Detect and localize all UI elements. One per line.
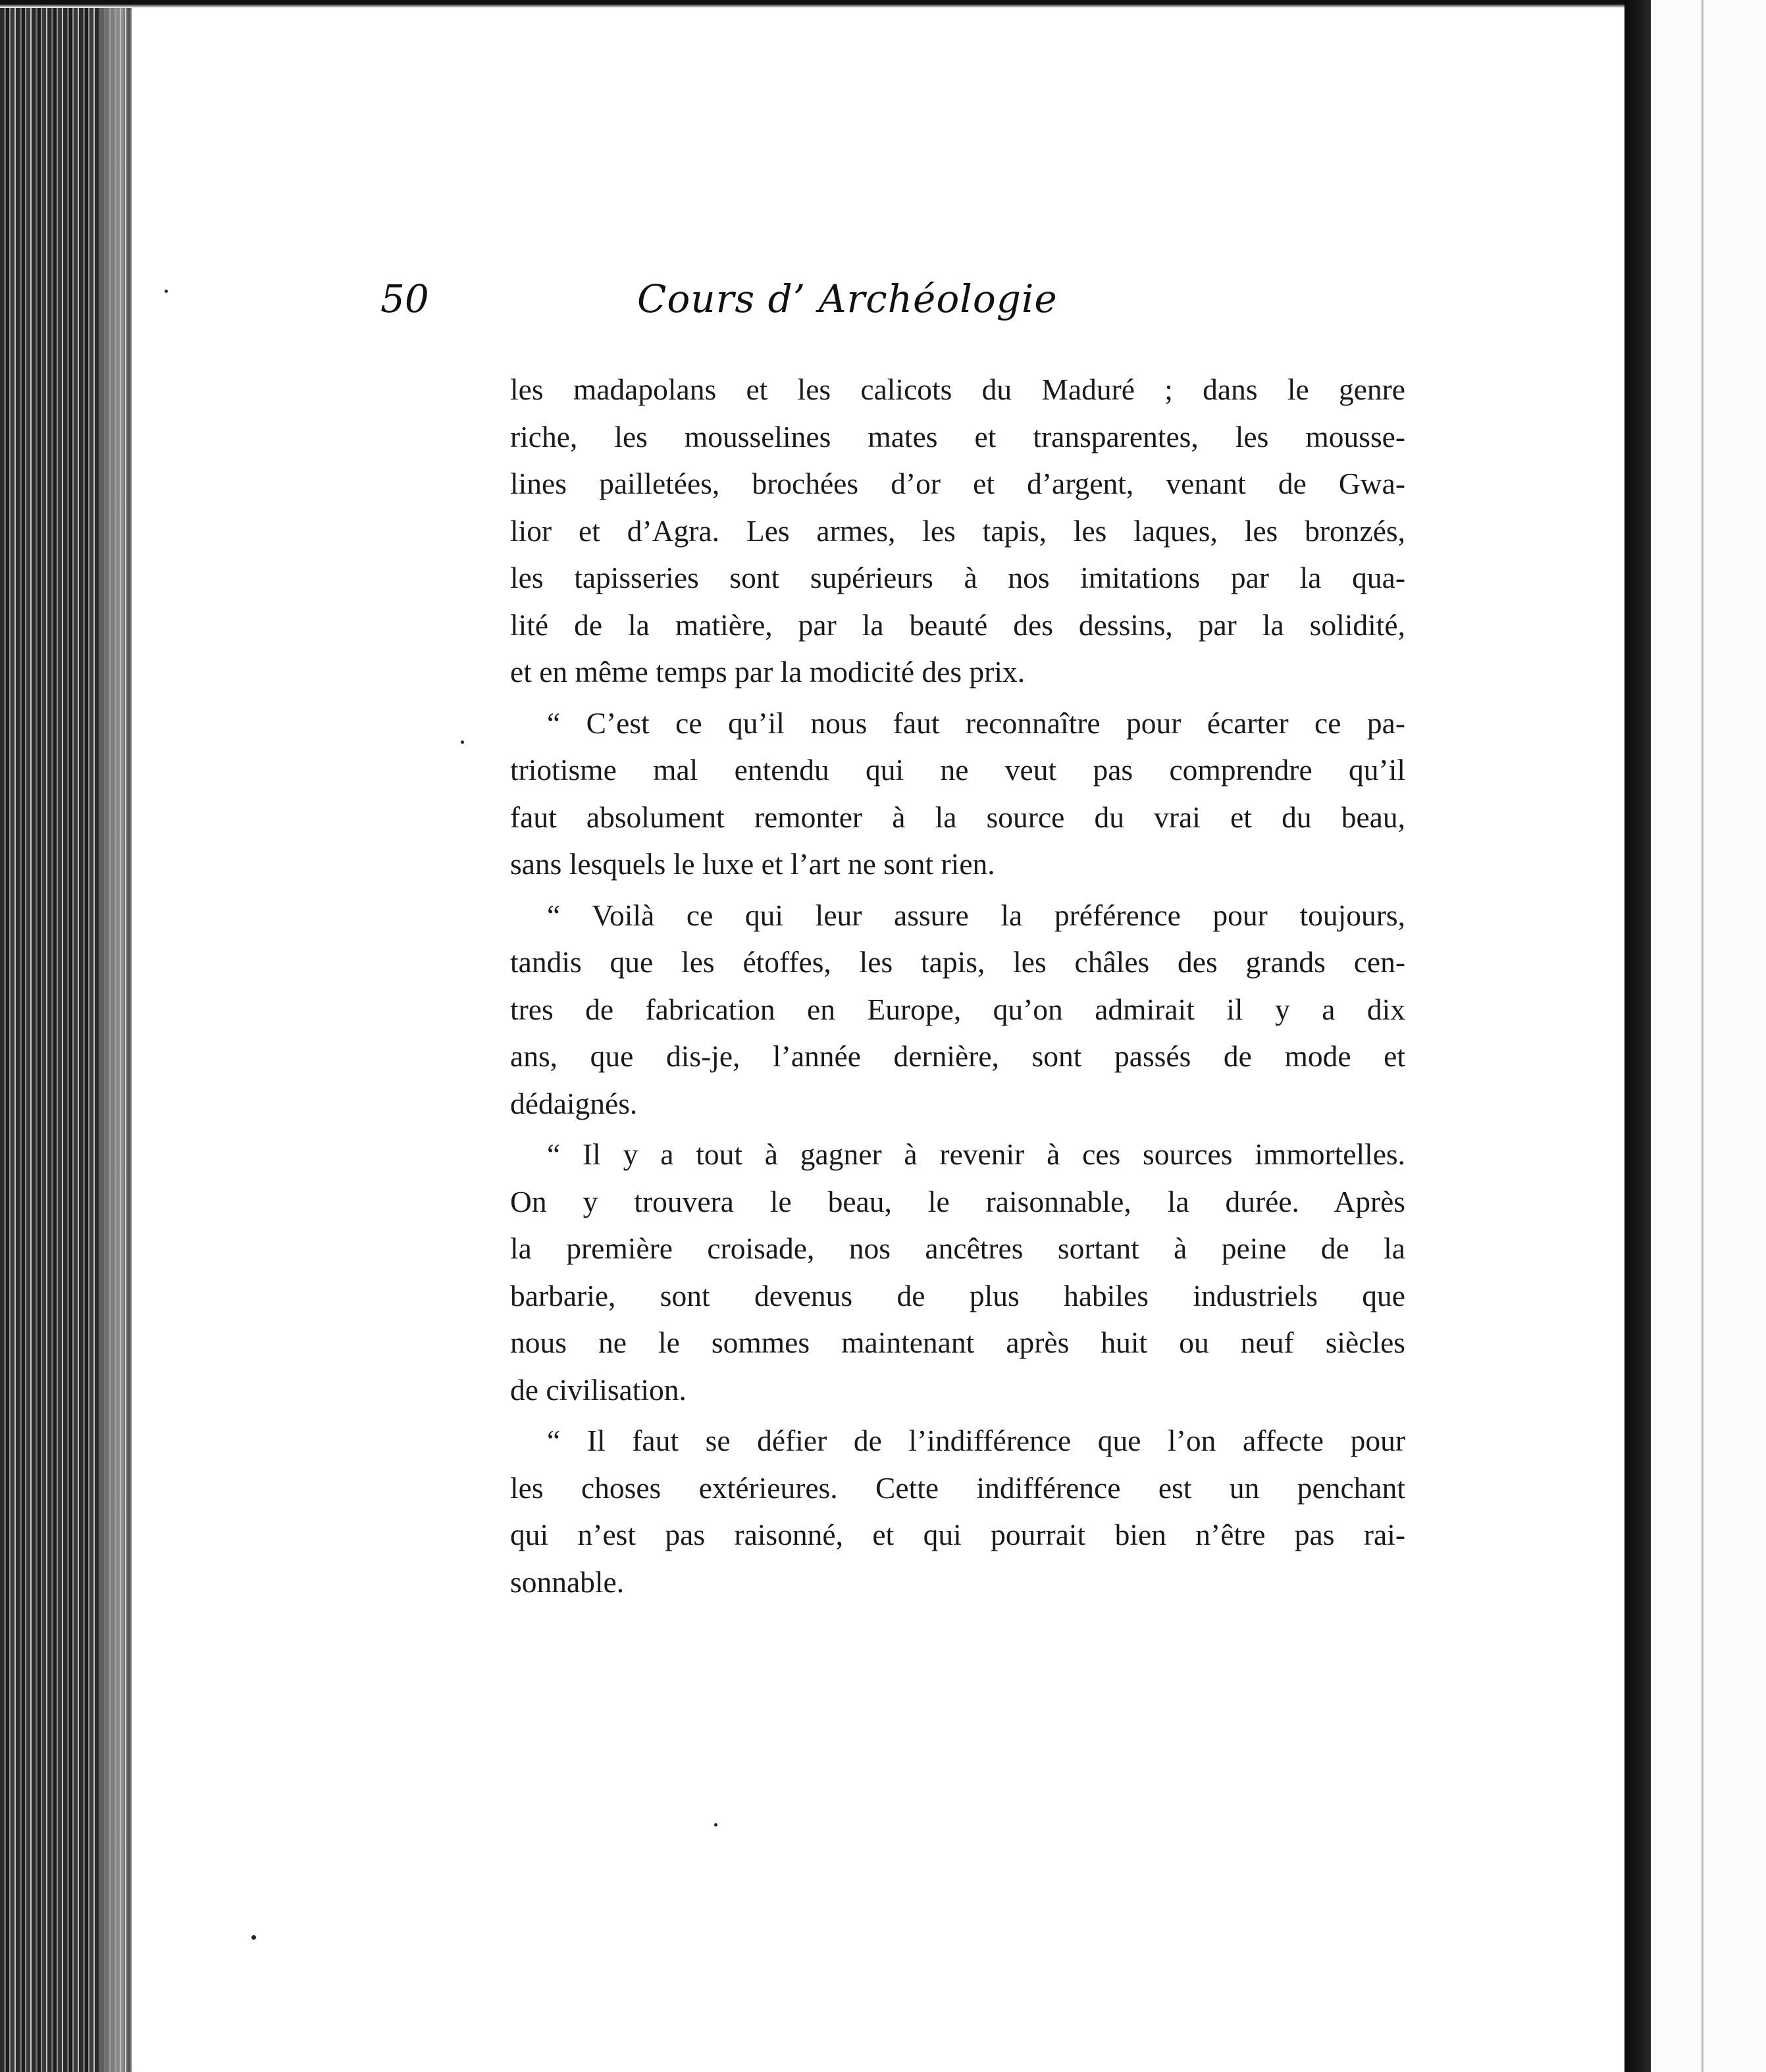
- text-line: de civilisation.: [510, 1372, 687, 1407]
- text-line: les choses extérieures. Cette indifférence est un penchant: [510, 1470, 1405, 1505]
- text-line: On y trouvera le beau, le raisonnable, la durée. Après: [510, 1184, 1405, 1218]
- text-line: lior et d’Agra. Les armes, les tapis, les laques, les bronzés,: [510, 513, 1405, 548]
- scan-speck: [165, 290, 168, 293]
- paragraph: [510, 1417, 1405, 1605]
- facing-page-sliver: [1651, 0, 1766, 2072]
- body-text: [510, 366, 1405, 1605]
- top-border: [0, 0, 1766, 8]
- running-title: Cours d’ Archéologie: [637, 276, 1058, 321]
- text-line: dédaignés.: [510, 1086, 638, 1120]
- text-line: sonnable.: [510, 1565, 625, 1599]
- paragraph: [510, 892, 1405, 1127]
- paragraph: [510, 700, 1405, 888]
- text-line: barbarie, sont devenus de plus habiles industriels que: [510, 1278, 1405, 1312]
- text-line: les madapolans et les calicots du Maduré ; dans le genre: [510, 373, 1405, 406]
- text-line: ans, que dis-je, l’année dernière, sont passés de mode et: [510, 1039, 1405, 1073]
- text-line: tres de fabrication en Europe, qu’on admirait il y a dix: [510, 992, 1405, 1026]
- binding-gutter: [1624, 0, 1651, 2072]
- text-line: lines pailletées, brochées d’or et d’argent, venant de Gwa-: [510, 467, 1405, 500]
- page-edge-shadow: [99, 0, 135, 2072]
- paragraph: [510, 366, 1405, 696]
- scan-speck: [461, 740, 464, 744]
- text-line: les tapisseries sont supérieurs à nos imitations par la qua-: [510, 561, 1405, 594]
- text-line: la première croisade, nos ancêtres sortant à peine de la: [510, 1231, 1405, 1265]
- paragraph: [510, 1131, 1405, 1413]
- scan-speck: [251, 1935, 256, 1940]
- running-head: [380, 276, 1394, 329]
- text-line: riche, les mousselines mates et transparentes, les mousse-: [510, 419, 1405, 453]
- text-line: faut absolument remonter à la source du vrai et du beau,: [510, 800, 1405, 834]
- text-line: sans lesquels le luxe et l’art ne sont rien.: [510, 847, 995, 881]
- text-line: tandis que les étoffes, les tapis, les châles des grands cen-: [510, 945, 1405, 979]
- text-line: “ C’est ce qu’il nous faut reconnaître pour écarter ce pa-: [547, 706, 1405, 740]
- text-line: lité de la matière, par la beauté des dessins, par la solidité,: [510, 608, 1405, 642]
- text-line: “ Voilà ce qui leur assure la préférence pour toujours,: [547, 898, 1405, 932]
- scan-speck: [714, 1823, 717, 1826]
- text-line: “ Il y a tout à gagner à revenir à ces sources immortelles.: [547, 1137, 1405, 1171]
- text-line: triotisme mal entendu qui ne veut pas comprendre qu’il: [510, 753, 1405, 787]
- page-number: 50: [380, 276, 429, 321]
- text-line: “ Il faut se défier de l’indifférence que l’on affecte pour: [547, 1424, 1405, 1457]
- facing-page-edge: [1701, 0, 1703, 2072]
- text-line: nous ne le sommes maintenant après huit ou neuf siècles: [510, 1326, 1405, 1359]
- text-line: qui n’est pas raisonné, et qui pourrait bien n’être pas rai-: [510, 1518, 1405, 1551]
- text-line: et en même temps par la modicité des prix.: [510, 655, 1026, 688]
